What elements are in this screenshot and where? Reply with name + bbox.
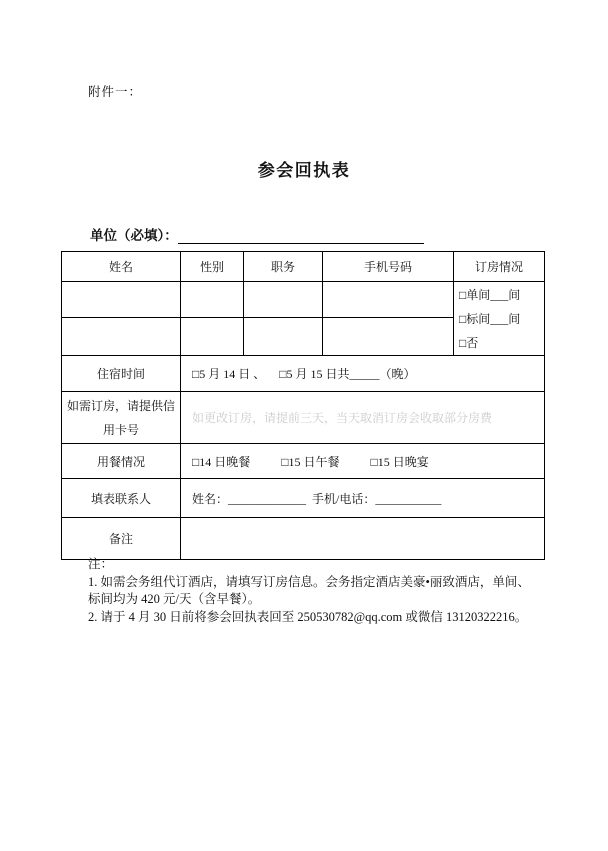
credit-card-label-line1: 如需订房，请提供信 <box>66 398 175 413</box>
column-header-mobile: 手机号码 <box>323 252 454 282</box>
stay-option-2 <box>279 367 415 381</box>
attachment-label: 附件一： <box>88 85 143 99</box>
stay-option-1 <box>192 367 265 381</box>
remark-label: 备注 <box>62 518 181 560</box>
credit-card-row <box>62 392 545 444</box>
meal-option <box>192 453 250 470</box>
contact-fields: 姓名：_____________ 手机/电话：___________ <box>192 491 442 506</box>
credit-card-label-line2: 用卡号 <box>102 422 139 437</box>
checkbox-icon: □ <box>459 287 467 302</box>
contact-label: 填表联系人 <box>62 479 181 518</box>
booking-option <box>459 283 544 307</box>
credit-card-content <box>181 392 545 444</box>
contact-content <box>181 479 545 518</box>
meal-option <box>371 453 429 470</box>
column-header-booking: 订房情况 <box>454 252 545 282</box>
stay-label: 住宿时间 <box>62 356 181 392</box>
checkbox-icon: □ <box>192 367 200 381</box>
booking-option <box>459 307 544 331</box>
stay-option-text: 5 月 14 日 、 <box>199 367 266 381</box>
note-line: 2. 请于 4 月 30 日前将参会回执表回至 250530782@qq.com 或微信 13120322216。 <box>88 609 528 624</box>
org-field <box>90 224 424 244</box>
checkbox-icon: □ <box>370 454 378 469</box>
column-header-position: 职务 <box>244 252 323 282</box>
meal-option-label: 15 日午餐 <box>288 454 340 469</box>
booking-option-label: 标间___间 <box>466 311 521 326</box>
reply-form-table <box>61 251 545 560</box>
booking-options-cell <box>454 282 545 356</box>
meal-content <box>181 444 545 479</box>
booking-option-label: 否 <box>466 335 479 350</box>
org-label: 单位（必填）： <box>90 228 178 243</box>
table-cell-empty <box>181 318 244 356</box>
table-cell-empty <box>181 282 244 318</box>
table-cell-empty <box>62 282 181 318</box>
checkbox-icon: □ <box>279 367 287 381</box>
checkbox-icon: □ <box>459 335 467 350</box>
table-cell-empty <box>62 318 181 356</box>
meal-row <box>62 444 545 479</box>
org-blank-line <box>178 229 424 244</box>
booking-option-label: 单间___间 <box>466 287 521 302</box>
cancellation-notice: 如更改订房，请提前三天，当天取消订房会收取部分房费 <box>192 411 493 425</box>
remark-row <box>62 518 545 560</box>
booking-option <box>459 331 544 355</box>
note-line: 1. 如需会务组代订酒店，请填写订房信息。会务指定酒店美豪•丽致酒店，单间、 <box>88 574 530 589</box>
contact-row <box>62 479 545 518</box>
page-title: 参会回执表 <box>257 161 351 180</box>
meal-option-label: 14 日晚餐 <box>199 454 251 469</box>
meal-option <box>281 453 339 470</box>
checkbox-icon: □ <box>281 454 289 469</box>
notes-section <box>88 556 543 626</box>
meal-label: 用餐情况 <box>62 444 181 479</box>
table-cell-empty <box>323 282 454 318</box>
stay-row <box>62 356 545 392</box>
meal-option-label: 15 日晚宴 <box>377 454 429 469</box>
table-header-row <box>62 252 545 282</box>
table-cell-empty <box>323 318 454 356</box>
checkbox-icon: □ <box>192 454 200 469</box>
notes-heading: 注： <box>88 557 114 571</box>
table-cell-empty <box>244 282 323 318</box>
remark-content <box>181 518 545 560</box>
table-row <box>62 282 545 318</box>
table-cell-empty <box>244 318 323 356</box>
stay-option-text: 5 月 15 日共_____（晚） <box>286 367 416 381</box>
note-line: 标间均为 420 元/天（含早餐）。 <box>88 592 261 606</box>
credit-card-label <box>62 392 181 444</box>
column-header-gender: 性别 <box>181 252 244 282</box>
stay-content <box>181 356 545 392</box>
checkbox-icon: □ <box>459 311 467 326</box>
column-header-name: 姓名 <box>62 252 181 282</box>
